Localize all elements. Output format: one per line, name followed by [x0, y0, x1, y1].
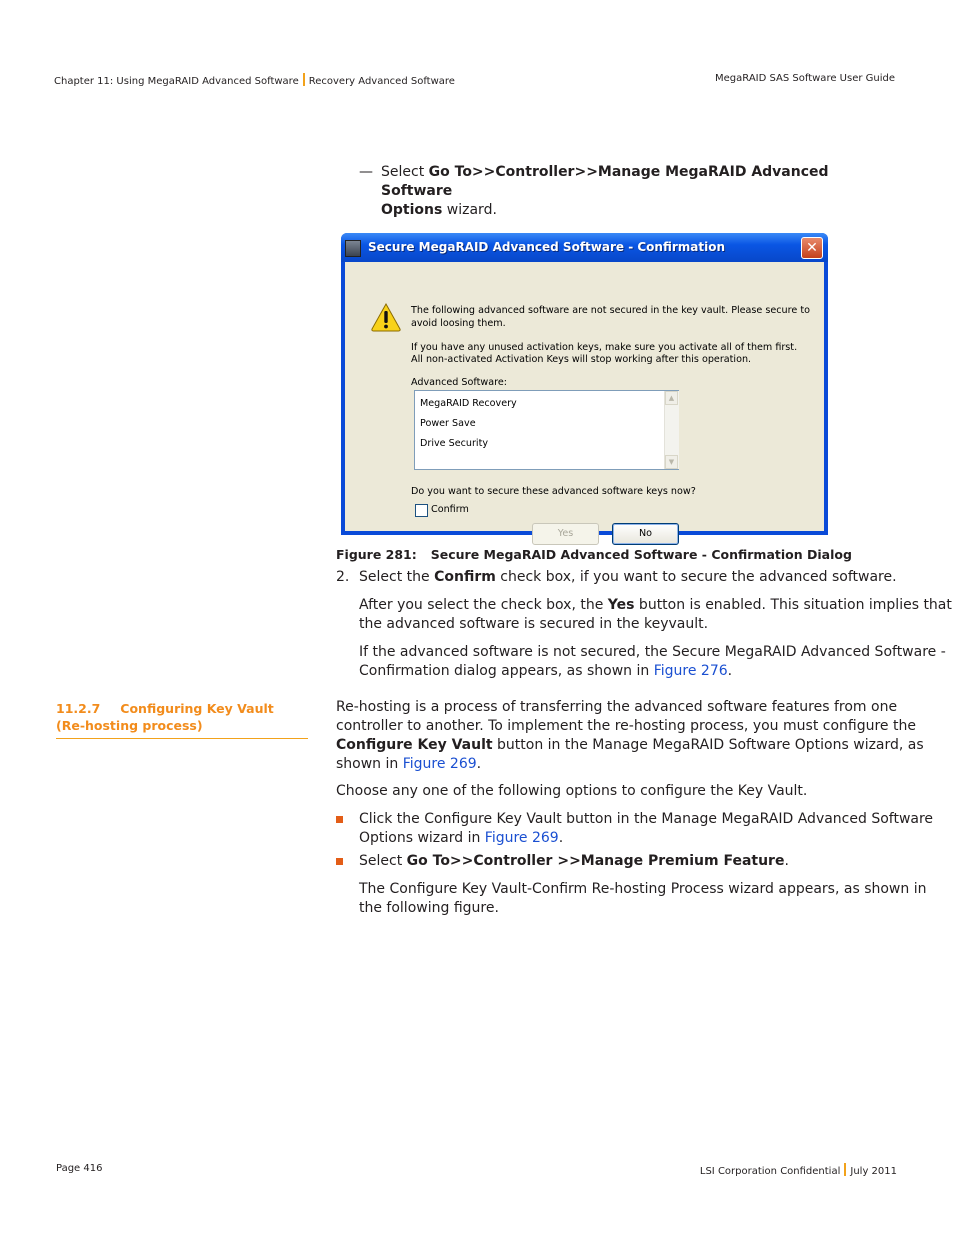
section-title-line2: (Re-hosting process) — [56, 718, 203, 733]
message-secure-line2: avoid loosing them. — [411, 318, 506, 329]
rehost-line3-post: button in the Manage MegaRAID Software Options wizard, as — [492, 737, 924, 753]
confirmation-dialog — [341, 233, 828, 539]
rehost-configure-key-vault: Configure Key Vault — [336, 737, 493, 753]
rehost-line2: controller to another. To implement the re-hosting process, you must configure the — [336, 718, 916, 734]
para-after-pre: After you select the check box, the — [359, 597, 608, 613]
page-number: Page 416 — [56, 1163, 103, 1174]
running-footer-right — [700, 1163, 897, 1177]
message-activate-line1: If you have any unused activation keys, make sure you activate all of them first. — [411, 342, 798, 353]
footer-divider — [844, 1163, 846, 1176]
bullet1-pre: Options wizard in — [359, 830, 485, 846]
guide-title: MegaRAID SAS Software User Guide — [715, 73, 895, 84]
scroll-down-icon[interactable]: ▼ — [665, 455, 678, 469]
confidential-label: LSI Corporation Confidential — [699, 1166, 841, 1177]
step-intro-tail: wizard. — [442, 202, 497, 218]
step2-text — [359, 568, 897, 587]
bullet-item-configure — [359, 810, 933, 848]
advanced-software-list[interactable] — [414, 390, 679, 470]
choose-options-text: Choose any one of the following options to configure the Key Vault. — [336, 783, 808, 799]
step-intro-text — [381, 163, 861, 220]
figure-number: Figure 281: — [336, 547, 417, 562]
section-heading — [56, 700, 308, 739]
figure-caption — [336, 547, 852, 562]
step2-pre: Select the — [359, 569, 435, 585]
bullet-item-select — [359, 852, 789, 871]
section-title-line1: Configuring Key Vault — [120, 701, 274, 716]
para-ifnot-post: . — [727, 663, 733, 679]
para-after-post: button is enabled. This situation implies that — [634, 597, 952, 613]
rehosting-paragraph — [336, 698, 924, 774]
message-activate-line2: All non-activated Activation Keys will stop working after this operation. — [411, 354, 752, 365]
scroll-up-icon[interactable]: ▲ — [665, 391, 678, 405]
list-item[interactable]: Power Save — [420, 418, 476, 429]
chapter-title: Chapter 11: Using MegaRAID Advanced Software — [54, 76, 299, 87]
para-ifnot-pre: Confirmation dialog appears, as shown in — [359, 663, 654, 679]
dialog-title: Secure MegaRAID Advanced Software - Confirmation — [368, 240, 725, 254]
warning-icon — [371, 302, 401, 332]
step-intro-select: Select — [381, 164, 429, 180]
para-ifnot-line1: If the advanced software is not secured, the Secure MegaRAID Advanced Software - — [359, 644, 946, 660]
bullet-marker — [336, 858, 343, 865]
figure-269-link[interactable]: Figure 269 — [484, 830, 559, 846]
figure-276-link[interactable]: Figure 276 — [653, 663, 728, 679]
list-item[interactable]: Drive Security — [420, 438, 489, 449]
advanced-software-label: Advanced Software: — [411, 377, 507, 388]
bullet1-line1: Click the Configure Key Vault button in the Manage MegaRAID Advanced Software — [359, 811, 934, 827]
dialog-body — [345, 262, 824, 539]
confirm-checkbox[interactable] — [415, 504, 428, 517]
secure-question: Do you want to secure these advanced software keys now? — [411, 486, 696, 497]
dialog-title-bar — [341, 233, 828, 262]
after-bullet-line1: The Configure Key Vault-Confirm Re-hosting Process wizard appears, as shown in — [359, 881, 927, 897]
paragraph-if-not-secured — [359, 643, 946, 681]
bullet2-menu-path: Go To>>Controller >>Manage Premium Feature — [406, 853, 785, 869]
list-item[interactable]: MegaRAID Recovery — [420, 398, 517, 409]
step2-confirm: Confirm — [434, 569, 496, 585]
publication-date: July 2011 — [850, 1166, 897, 1177]
rehost-line4-pre: shown in — [336, 756, 403, 772]
header-divider — [303, 73, 305, 86]
bullet-marker — [336, 816, 343, 823]
server-icon — [345, 240, 361, 257]
close-icon[interactable]: ✕ — [801, 237, 823, 259]
bullet1-post: . — [558, 830, 564, 846]
yes-button[interactable]: Yes — [532, 523, 599, 545]
after-bullet-line2: the following figure. — [359, 900, 499, 916]
dash-marker: — — [359, 164, 373, 180]
bullet2-pre: Select — [359, 853, 407, 869]
paragraph-after-select — [359, 596, 952, 634]
step-intro-options: Options — [381, 202, 443, 218]
message-secure-line1: The following advanced software are not secured in the key vault. Please secure to — [411, 305, 810, 316]
no-button[interactable]: No — [612, 523, 679, 545]
step-number: 2. — [336, 569, 350, 585]
figure-title: Secure MegaRAID Advanced Software - Confirmation Dialog — [430, 547, 852, 562]
list-scrollbar[interactable] — [664, 391, 679, 469]
step-intro-menu-path: Go To>>Controller>>Manage MegaRAID Advanced Software — [381, 164, 829, 199]
section-title: Recovery Advanced Software — [308, 76, 455, 87]
rehost-line1: Re-hosting is a process of transferring the advanced software features from one — [336, 699, 898, 715]
wizard-appears-text — [359, 880, 926, 918]
bullet2-post: . — [784, 853, 789, 869]
para-after-yes: Yes — [607, 597, 635, 613]
step2-post: check box, if you want to secure the advanced software. — [495, 569, 897, 585]
para-after-line2: the advanced software is secured in the keyvault. — [359, 616, 709, 632]
section-number: 11.2.7 — [56, 701, 101, 716]
running-header-left — [54, 73, 455, 87]
rehost-line4-post: . — [476, 756, 482, 772]
figure-269-link[interactable]: Figure 269 — [402, 756, 477, 772]
confirm-label[interactable]: Confirm — [431, 504, 469, 515]
